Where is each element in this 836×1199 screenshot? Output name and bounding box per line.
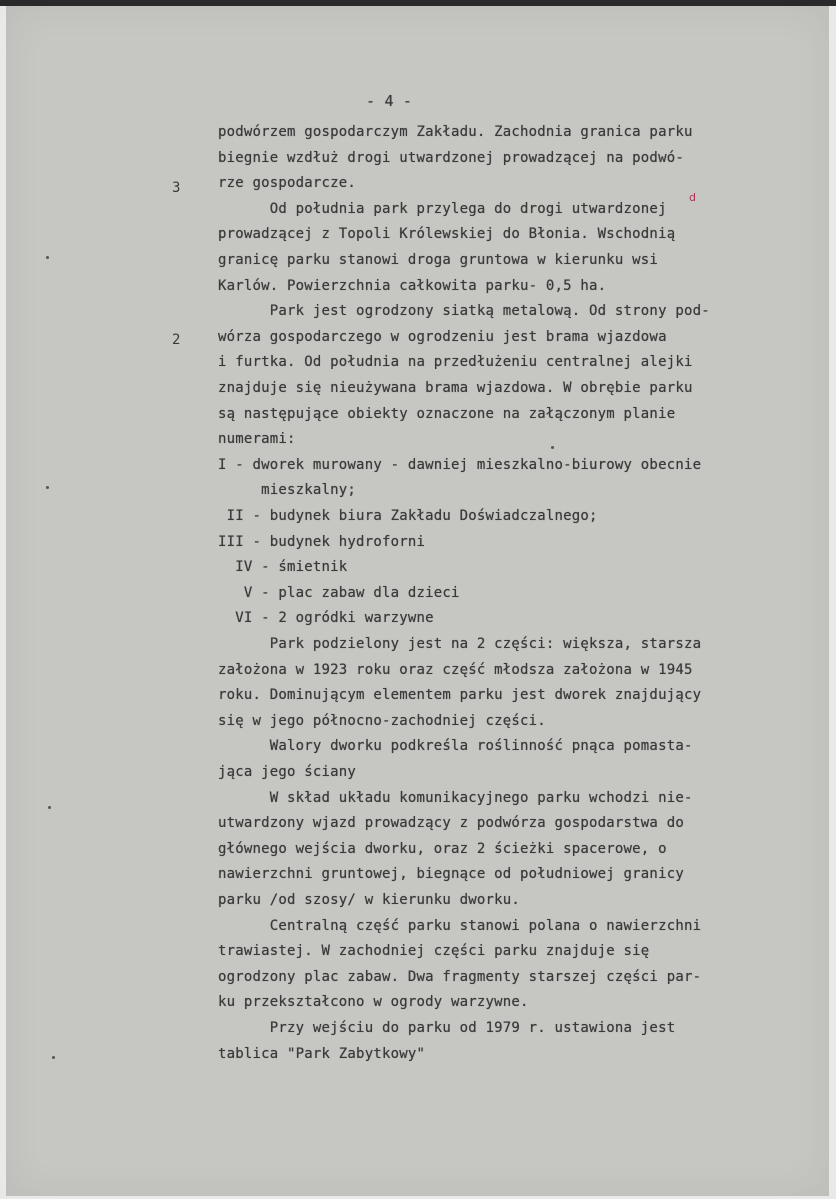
text-line: II - budynek biura Zakładu Doświadczalnego; bbox=[218, 508, 598, 524]
text-line: podwórzem gospodarczym Zakładu. Zachodnia granica parku bbox=[218, 124, 693, 140]
text-line: mieszkalny; bbox=[218, 482, 357, 499]
text-line: ogrodzony plac zabaw. Dwa fragmenty starszej części par- bbox=[218, 968, 702, 985]
text-line: prowadzącej z Topoli Królewskiej do Błonia. Wschodnią bbox=[218, 226, 676, 243]
handwritten-annotation: d bbox=[689, 191, 696, 204]
page-number: - 4 - bbox=[366, 92, 413, 110]
text-line: roku. Dominującym elementem parku jest dworek znajdujący bbox=[218, 687, 702, 704]
text-line: Walory dworku podkreśla roślinność pnąca pomasta- bbox=[218, 738, 693, 755]
text-line: Przy wejściu do parku od 1979 r. ustawiona jest bbox=[218, 1020, 676, 1036]
text-line: znajduje się nieużywana brama wjazdowa. W obrębie parku bbox=[218, 380, 693, 396]
text-line: założona w 1923 roku oraz część młodsza założona w 1945 bbox=[218, 661, 693, 678]
scan-speck bbox=[48, 806, 51, 809]
text-line: parku /od szosy/ w kierunku dworku. bbox=[218, 892, 521, 908]
scan-speck bbox=[46, 256, 49, 259]
text-line: utwardzony wjazd prowadzący z podwórza gospodarstwa do bbox=[218, 815, 684, 832]
scan-speck bbox=[52, 1056, 55, 1059]
text-line: tablica "Park Zabytkowy" bbox=[218, 1045, 426, 1062]
scan-speck bbox=[551, 446, 554, 449]
text-line: granicę parku stanowi droga gruntowa w kierunku wsi bbox=[218, 252, 659, 268]
text-line: Park jest ogrodzony siatką metalową. Od strony pod- bbox=[218, 303, 710, 320]
text-line: wórza gospodarczego w ogrodzeniu jest brama wjazdowa bbox=[218, 328, 667, 345]
text-line: jąca jego ściany bbox=[218, 764, 357, 780]
text-line: VI - 2 ogródki warzywne bbox=[218, 610, 434, 627]
text-line: W skład układu komunikacyjnego parku wchodzi nie- bbox=[218, 789, 693, 806]
text-line: V - plac zabaw dla dzieci bbox=[218, 584, 460, 601]
text-line: I - dworek murowany - dawniej mieszkalno-biurowy obecnie bbox=[218, 456, 702, 473]
margin-number-3: 3 bbox=[172, 180, 181, 196]
text-line: nawierzchni gruntowej, biegnące od południowej granicy bbox=[218, 866, 684, 883]
text-line: Centralną część parku stanowi polana o nawierzchni bbox=[218, 917, 702, 934]
text-line: numerami: bbox=[218, 431, 296, 448]
text-line: trawiastej. W zachodniej części parku znajduje się bbox=[218, 943, 650, 960]
document-page bbox=[6, 6, 829, 1196]
text-line: biegnie wzdłuż drogi utwardzonej prowadzącej na podwó- bbox=[218, 149, 684, 166]
text-line: Karlów. Powierzchnia całkowita parku- 0,5 ha. bbox=[218, 277, 607, 294]
text-line: III - budynek hydroforni bbox=[218, 533, 426, 550]
scan-speck bbox=[46, 486, 49, 489]
text-line: IV - śmietnik bbox=[218, 559, 348, 576]
text-line: Od południa park przylega do drogi utwardzonej bbox=[218, 200, 667, 217]
margin-number-2: 2 bbox=[172, 332, 181, 348]
text-line: są następujące obiekty oznaczone na załączonym planie bbox=[218, 405, 676, 422]
text-line: Park podzielony jest na 2 części: większa, starsza bbox=[218, 636, 702, 652]
text-line: głównego wejścia dworku, oraz 2 ścieżki spacerowe, o bbox=[218, 840, 667, 857]
text-line: rze gospodarcze. bbox=[218, 175, 357, 192]
text-line: ku przekształcono w ogrody warzywne. bbox=[218, 994, 529, 1011]
text-line: i furtka. Od południa na przedłużeniu centralnej alejki bbox=[218, 354, 693, 371]
text-line: się w jego północno-zachodniej części. bbox=[218, 712, 546, 729]
